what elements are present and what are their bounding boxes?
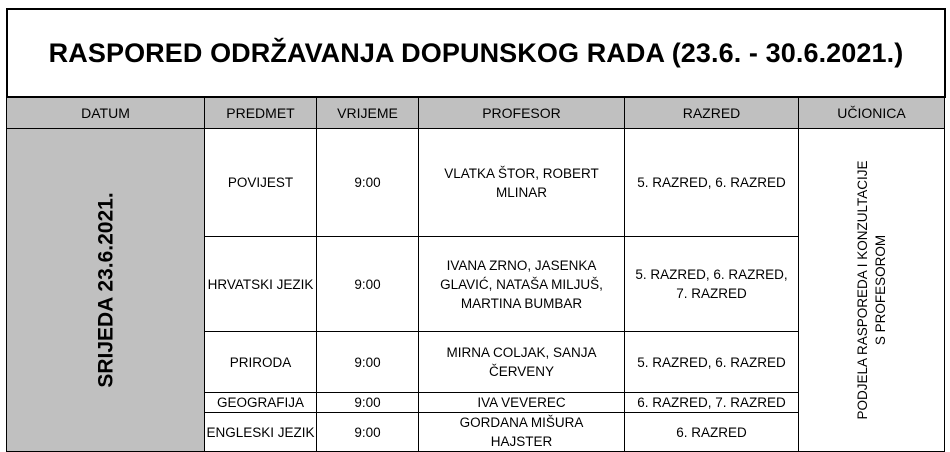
cell-vrijeme: 9:00 [317, 413, 419, 452]
title-box [6, 8, 946, 98]
table-row [7, 129, 945, 237]
schedule-table [6, 97, 945, 452]
date-label: SRIJEDA 23.6.2021. [94, 192, 117, 388]
cell-razred: 5. RAZRED, 6. RAZRED [625, 332, 799, 393]
header-ucionica: UČIONICA [799, 98, 945, 129]
room-cell [799, 129, 945, 452]
header-predmet: PREDMET [205, 98, 317, 129]
cell-profesor: IVANA ZRNO, JASENKA GLAVIĆ, NATAŠA MILJUŠ, MARTINA BUMBAR [419, 237, 625, 332]
cell-profesor: GORDANA MIŠURA HAJSTER [419, 413, 625, 452]
cell-vrijeme: 9:00 [317, 332, 419, 393]
cell-predmet: POVIJEST [205, 129, 317, 237]
cell-vrijeme: 9:00 [317, 129, 419, 237]
date-cell [7, 129, 205, 452]
page-title: RASPORED ODRŽAVANJA DOPUNSKOG RADA (23.6. - 30.6.2021.) [48, 37, 904, 68]
header-vrijeme: VRIJEME [317, 98, 419, 129]
cell-vrijeme: 9:00 [317, 393, 419, 413]
cell-predmet: PRIRODA [205, 332, 317, 393]
header-profesor: PROFESOR [419, 98, 625, 129]
schedule-sheet [6, 8, 944, 449]
header-razred: RAZRED [625, 98, 799, 129]
cell-profesor: MIRNA COLJAK, SANJA ČERVENY [419, 332, 625, 393]
cell-vrijeme: 9:00 [317, 237, 419, 332]
cell-razred: 6. RAZRED, 7. RAZRED [625, 393, 799, 413]
cell-predmet: HRVATSKI JEZIK [205, 237, 317, 332]
cell-predmet: GEOGRAFIJA [205, 393, 317, 413]
cell-razred: 5. RAZRED, 6. RAZRED [625, 129, 799, 237]
header-row [7, 98, 945, 129]
cell-profesor: VLATKA ŠTOR, ROBERT MLINAR [419, 129, 625, 237]
cell-profesor: IVA VEVEREC [419, 393, 625, 413]
cell-predmet: ENGLESKI JEZIK [205, 413, 317, 452]
cell-razred: 6. RAZRED [625, 413, 799, 452]
header-datum: DATUM [7, 98, 205, 129]
cell-razred: 5. RAZRED, 6. RAZRED, 7. RAZRED [625, 237, 799, 332]
room-label: PODJELA RASPOREDA I KONZULTACIJE S PROFESOROM [854, 160, 888, 420]
